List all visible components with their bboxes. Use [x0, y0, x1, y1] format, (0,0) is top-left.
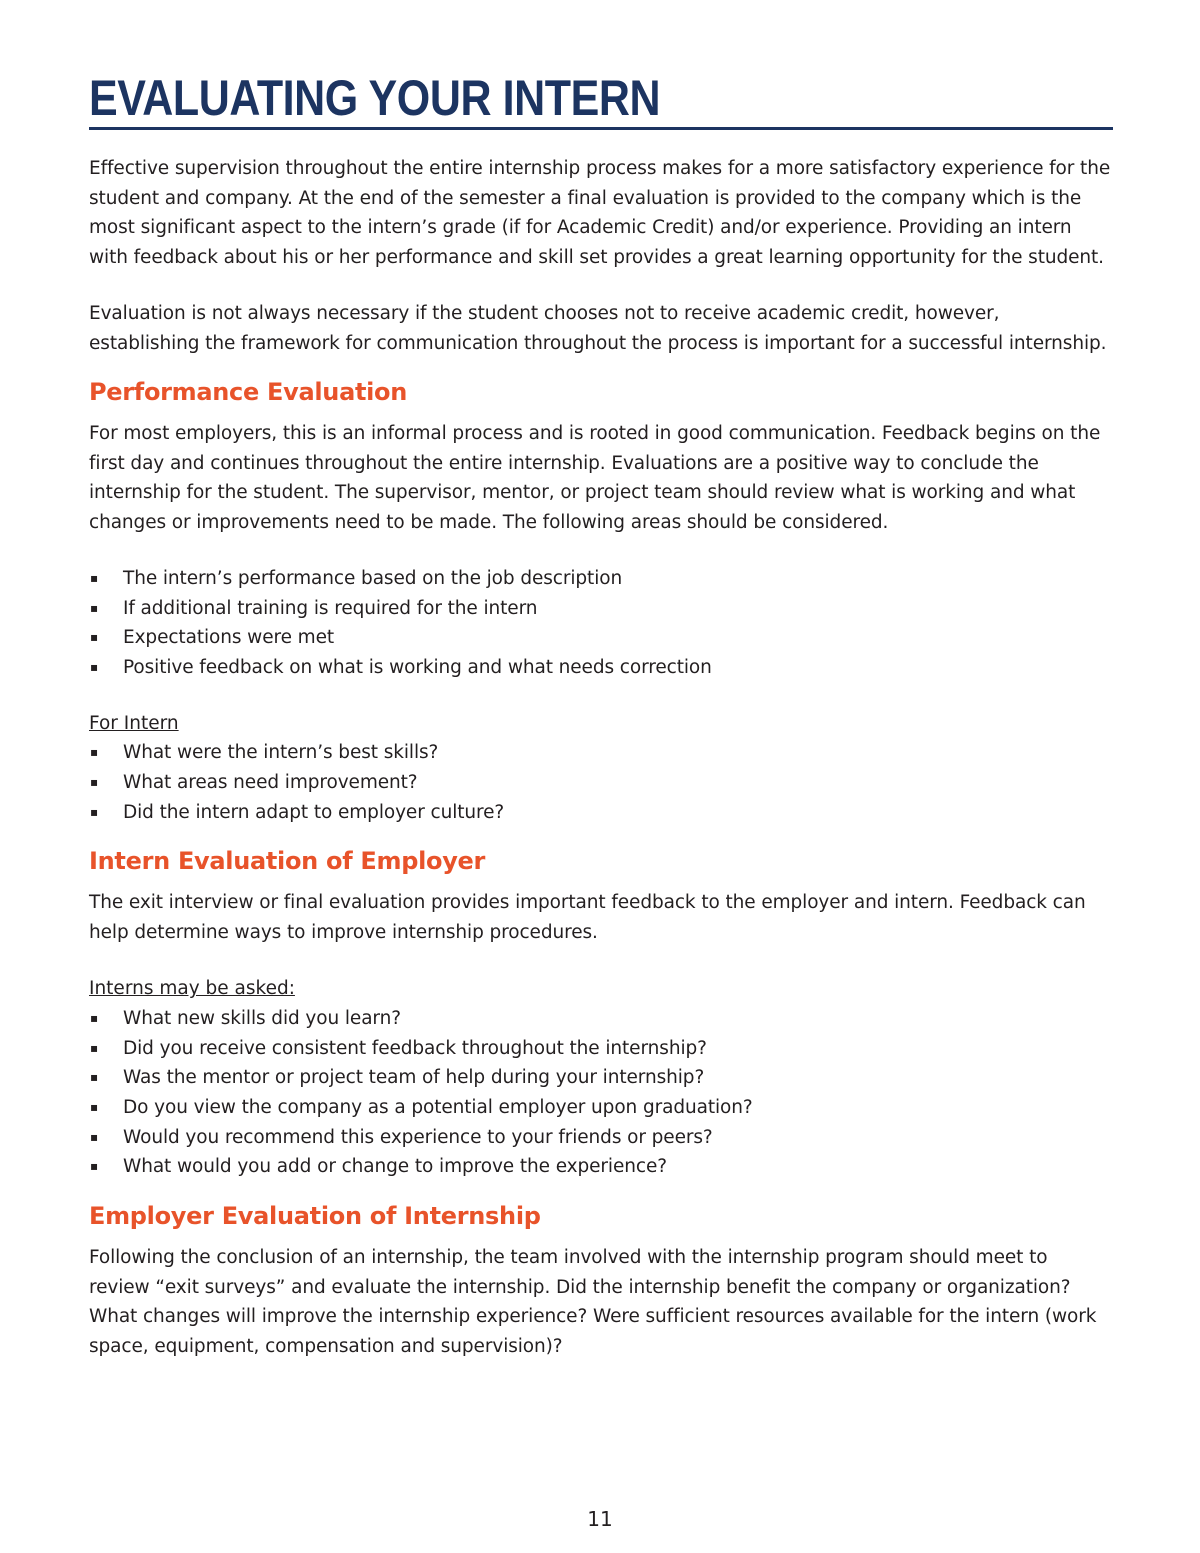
interns-questions-list	[89, 1004, 1113, 1182]
list-item: ▪ What were the intern’s best skills?	[89, 738, 1113, 768]
bullet-icon: ▪	[89, 1010, 99, 1025]
intro-paragraph-2: Evaluation is not always necessary if the student chooses not to receive academic credit, however, establishing the framework for communication throughout the process is important for a successful internship.	[89, 303, 1107, 354]
bullet-icon: ▪	[89, 1129, 99, 1144]
section-heading-employer-evaluation-of-internship: Employer Evaluation of Internship	[89, 1202, 541, 1231]
bullet-icon: ▪	[89, 600, 99, 615]
section-body-performance-evaluation: For most employers, this is an informal process and is rooted in good communication. Feedback begins on the first day and continues throughout the entire internship. Evaluations are a positive way to conclude the internship for the student. The supervisor, mentor, or project team should review what is working and what changes or improvements need to be made. The following areas should be considered.	[89, 423, 1101, 533]
list-item: ▪ Did you receive consistent feedback throughout the internship?	[89, 1034, 1113, 1064]
bullet-icon: ▪	[89, 571, 99, 585]
list-item: ▪ What areas need improvement?	[89, 768, 1113, 798]
page-number: 11	[587, 1507, 613, 1531]
section-body-employer-evaluation-of-internship: Following the conclusion of an internship, the team involved with the internship program should meet to review “exit surveys” and evaluate the internship. Did the internship benefit the company or organization? What changes will improve the internship experience? Were sufficient resources available for the intern (work space, equipment, compensation and supervision)?	[89, 1247, 1097, 1357]
bullet-icon: ▪	[89, 1100, 99, 1115]
page-content	[89, 154, 1113, 1361]
bullet-icon: ▪	[89, 804, 99, 819]
bullet-icon: ▪	[89, 660, 99, 675]
list-item: ▪ What new skills did you learn?	[89, 1004, 1113, 1034]
list-item: ▪ The intern’s performance based on the job description	[89, 564, 1113, 594]
for-intern-list	[89, 738, 1113, 827]
section-heading-performance-evaluation: Performance Evaluation	[89, 378, 408, 406]
bullet-icon: ▪	[89, 1070, 99, 1085]
bullet-icon: ▪	[89, 630, 99, 645]
list-item: ▪ Expectations were met	[89, 623, 1113, 653]
bullet-icon: ▪	[89, 745, 99, 760]
subheading-interns-may-be-asked: Interns may be asked:	[89, 978, 295, 1000]
list-item: ▪ If additional training is required for the intern	[89, 594, 1113, 624]
section-body-intern-evaluation-of-employer: The exit interview or final evaluation provides important feedback to the employer and intern. Feedback can help determine ways to improve internship procedures.	[89, 892, 1086, 943]
list-item: ▪ Was the mentor or project team of help during your internship?	[89, 1063, 1113, 1093]
bullet-icon: ▪	[89, 775, 99, 790]
list-item: ▪ Positive feedback on what is working and what needs correction	[89, 653, 1113, 683]
section-heading-intern-evaluation-of-employer: Intern Evaluation of Employer	[89, 847, 486, 876]
page-title: EVALUATING YOUR INTERN	[89, 70, 661, 126]
performance-criteria-list	[89, 564, 1113, 683]
list-item: ▪ Did the intern adapt to employer culture?	[89, 798, 1113, 828]
list-item: ▪ Do you view the company as a potential employer upon graduation?	[89, 1093, 1113, 1123]
list-item: ▪ Would you recommend this experience to your friends or peers?	[89, 1123, 1113, 1153]
subheading-for-intern: For Intern	[89, 712, 179, 734]
bullet-icon: ▪	[89, 1159, 99, 1174]
title-divider	[89, 127, 1113, 130]
list-item: ▪ What would you add or change to improve the experience?	[89, 1152, 1113, 1182]
bullet-icon: ▪	[89, 1040, 99, 1055]
intro-paragraph-1: Effective supervision throughout the entire internship process makes for a more satisfactory experience for the student and company. At the end of the semester a final evaluation is provided to the company which is the most significant aspect to the intern’s grade (if for Academic Credit) and/or experience. Providing an intern with feedback about his or her performance and skill set provides a great learning opportunity for the student.	[89, 158, 1111, 268]
